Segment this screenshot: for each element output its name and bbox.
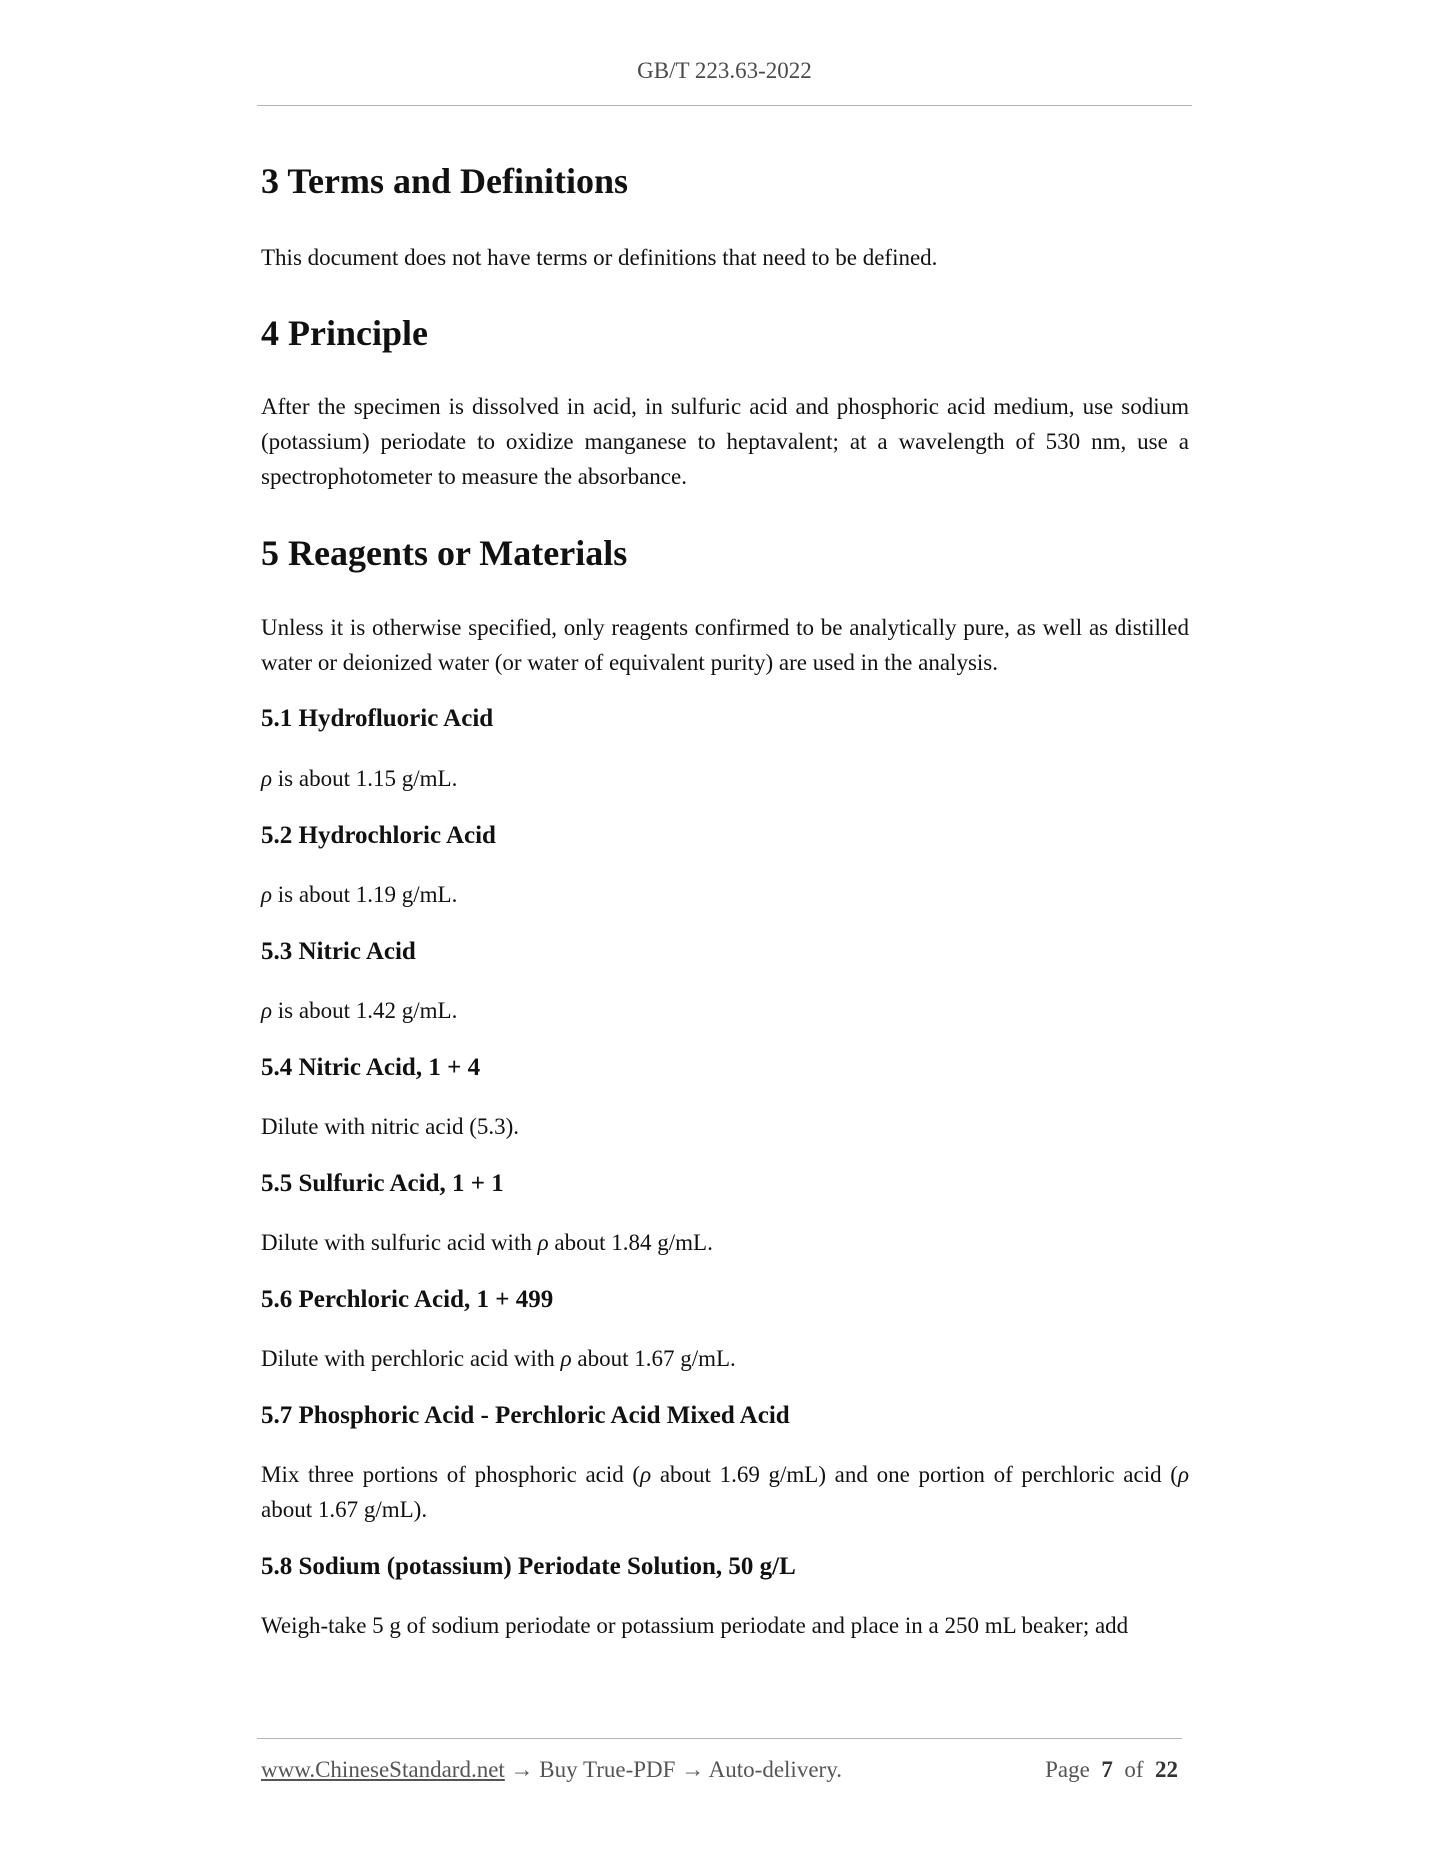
subsection-5-6-heading: 5.6 Perchloric Acid, 1 + 499	[261, 1286, 554, 1313]
subsection-5-8-text: Weigh-take 5 g of sodium periodate or potassium periodate and place in a 250 mL beaker; add	[261, 1613, 1129, 1638]
current-page: 7	[1101, 1757, 1113, 1782]
document-header: GB/T 223.63-2022	[637, 58, 812, 83]
page-content	[261, 160, 1189, 1643]
subsection-5-3-heading: 5.3 Nitric Acid	[261, 938, 416, 965]
subsection-5-7-heading: 5.7 Phosphoric Acid - Perchloric Acid Mixed Acid	[261, 1402, 790, 1429]
arrow-icon: →	[681, 1757, 705, 1782]
dilution-text: Dilute with sulfuric acid with	[261, 1230, 538, 1255]
mix-text: Mix three portions of phosphoric acid (	[261, 1462, 641, 1487]
page-label: Page	[1045, 1757, 1090, 1782]
density-text: about 1.84 g/mL.	[548, 1230, 713, 1255]
header-divider	[257, 105, 1192, 106]
subsection-5-3-text	[261, 993, 1189, 1028]
of-label: of	[1124, 1757, 1144, 1782]
subsection-5-5-text	[261, 1225, 1189, 1260]
subsection-5-6-text	[261, 1341, 1189, 1376]
density-text: is about 1.15 g/mL.	[272, 766, 458, 791]
rho-symbol: ρ	[261, 998, 273, 1023]
total-pages: 22	[1155, 1757, 1178, 1782]
rho-symbol: ρ	[1177, 1462, 1189, 1487]
subsection-5-2-text	[261, 877, 1189, 912]
section-3-heading: 3 Terms and Definitions	[261, 161, 629, 201]
subsection-5-5-heading: 5.5 Sulfuric Acid, 1 + 1	[261, 1170, 504, 1197]
subsection-5-4-text: Dilute with nitric acid (5.3).	[261, 1114, 520, 1139]
footer-divider	[257, 1738, 1182, 1739]
section-4-text: After the specimen is dissolved in acid, in sulfuric acid and phosphoric acid medium, use sodium (potassium) periodate to oxidize manganese to heptavalent; at a wavelength of 530 nm, use a spectrophotometer to measure the absorbance.	[261, 394, 1189, 489]
subsection-5-8-heading: 5.8 Sodium (potassium) Periodate Solution, 50 g/L	[261, 1553, 796, 1580]
density-text: is about 1.42 g/mL.	[272, 998, 458, 1023]
rho-symbol: ρ	[261, 882, 273, 907]
page-footer	[261, 1757, 1182, 1783]
rho-symbol: ρ	[560, 1346, 572, 1371]
section-5-text: Unless it is otherwise specified, only reagents confirmed to be analytically pure, as well as distilled water or deionized water (or water of equivalent purity) are used in the analysis.	[261, 615, 1189, 675]
mix-text: about 1.69 g/mL) and one portion of perchloric acid (	[651, 1462, 1178, 1487]
buy-text: Buy True-PDF	[539, 1757, 676, 1782]
rho-symbol: ρ	[640, 1462, 652, 1487]
subsection-5-7-text	[261, 1457, 1189, 1527]
website-link[interactable]: www.ChineseStandard.net	[261, 1757, 505, 1782]
arrow-icon: →	[510, 1757, 534, 1782]
section-5-heading: 5 Reagents or Materials	[261, 533, 628, 573]
subsection-5-1-text	[261, 761, 1189, 796]
rho-symbol: ρ	[261, 766, 273, 791]
dilution-text: Dilute with perchloric acid with	[261, 1346, 561, 1371]
density-text: about 1.67 g/mL.	[571, 1346, 736, 1371]
section-4-heading: 4 Principle	[261, 313, 428, 353]
mix-text: about 1.67 g/mL).	[261, 1497, 428, 1522]
density-text: is about 1.19 g/mL.	[272, 882, 458, 907]
page-number	[1045, 1757, 1178, 1783]
subsection-5-1-heading: 5.1 Hydrofluoric Acid	[261, 705, 494, 732]
rho-symbol: ρ	[537, 1230, 549, 1255]
subsection-5-4-heading: 5.4 Nitric Acid, 1 + 4	[261, 1054, 481, 1081]
delivery-text: Auto-delivery.	[708, 1757, 842, 1782]
subsection-5-2-heading: 5.2 Hydrochloric Acid	[261, 822, 496, 849]
section-3-text: This document does not have terms or definitions that need to be defined.	[261, 245, 938, 270]
